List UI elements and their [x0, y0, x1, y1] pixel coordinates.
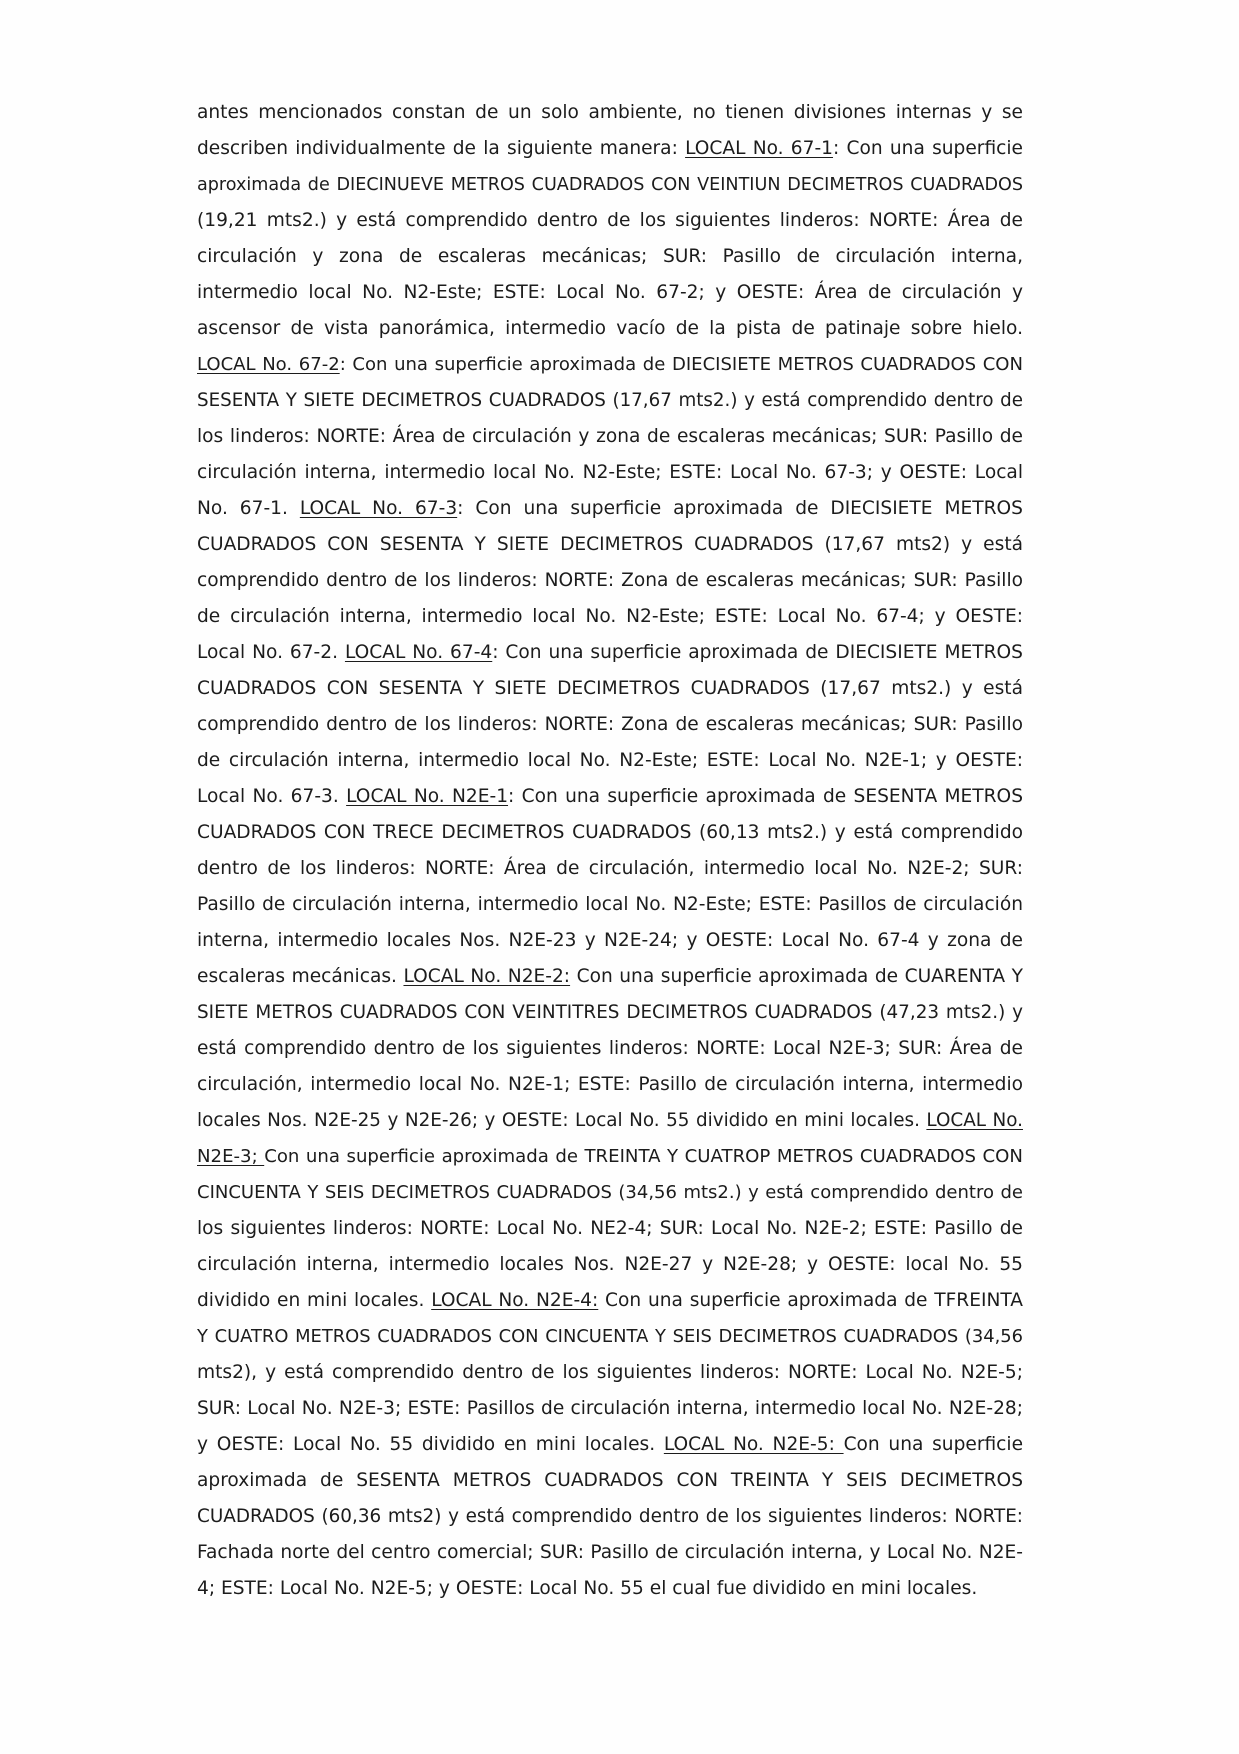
- body-text: [197, 95, 1023, 1607]
- text-line: [197, 131, 1023, 167]
- text-segment: de circulación interna, intermedio local No. N2-Este; ESTE: Local No. 67-4; y OESTE:: [197, 606, 1023, 627]
- text-segment: dividido en mini locales.: [197, 1290, 432, 1311]
- text-segment: SIETE METROS CUADRADOS CON VEINTITRES DECIMETROS CUADRADOS (47,23 mts2.) y: [197, 1002, 1023, 1023]
- text-line: [197, 95, 1023, 131]
- text-segment: los linderos: NORTE: Área de circulación y zona de escaleras mecánicas; SUR: Pasillo de: [197, 426, 1023, 447]
- text-line: [197, 923, 1023, 959]
- text-line: [197, 491, 1023, 527]
- text-line: [197, 599, 1023, 635]
- text-segment: y OESTE: Local No. 55 dividido en mini locales.: [197, 1434, 664, 1455]
- text-segment: CINCUENTA Y SEIS DECIMETROS CUADRADOS (34,56 mts2.) y está comprendido dentro de: [197, 1182, 1023, 1203]
- text-line: [197, 1463, 1023, 1499]
- text-line: [197, 203, 1023, 239]
- text-segment: No. 67-1.: [197, 498, 300, 519]
- text-segment: Con una superficie aproximada de TFREINTA: [598, 1290, 1023, 1311]
- underlined-local-label: LOCAL No. 67-1: [685, 138, 834, 159]
- text-segment: CUADRADOS CON SESENTA Y SIETE DECIMETROS CUADRADOS (17,67 mts2) y está: [197, 534, 1023, 555]
- text-segment: intermedio local No. N2-Este; ESTE: Local No. 67-2; y OESTE: Área de circulación y: [197, 282, 1023, 303]
- text-segment: antes mencionados constan de un solo ambiente, no tienen divisiones internas y se: [197, 102, 1023, 123]
- text-segment: locales Nos. N2E-25 y N2E-26; y OESTE: Local No. 55 dividido en mini locales.: [197, 1110, 927, 1131]
- text-line: [197, 239, 1023, 275]
- text-segment: CUADRADOS (60,36 mts2) y está comprendido dentro de los siguientes linderos: NORTE:: [197, 1506, 1023, 1527]
- text-segment: Fachada norte del centro comercial; SUR: Pasillo de circulación interna, y Local No. N2E-: [197, 1542, 1023, 1563]
- text-segment: SUR: Local No. N2E-3; ESTE: Pasillos de circulación interna, intermedio local No. N2E-28;: [197, 1398, 1023, 1419]
- underlined-local-label: LOCAL No. N2E-1: [346, 786, 509, 807]
- text-line: [197, 1247, 1023, 1283]
- text-line: [197, 1103, 1023, 1139]
- text-segment: mts2), y está comprendido dentro de los siguientes linderos: NORTE: Local No. N2E-5;: [197, 1362, 1023, 1383]
- text-line: [197, 887, 1023, 923]
- text-segment: circulación, intermedio local No. N2E-1; ESTE: Pasillo de circulación interna, intermedio: [197, 1074, 1023, 1095]
- underlined-local-label: LOCAL No. N2E-4:: [431, 1290, 599, 1311]
- text-segment: : Con una superficie aproximada de SESENTA METROS: [508, 786, 1023, 807]
- text-segment: Con una superficie aproximada de TREINTA Y CUATROP METROS CUADRADOS CON: [264, 1146, 1023, 1167]
- text-segment: SESENTA Y SIETE DECIMETROS CUADRADOS (17,67 mts2.) y está comprendido dentro de: [197, 390, 1023, 411]
- text-segment: escaleras mecánicas.: [197, 966, 404, 987]
- text-line: [197, 347, 1023, 383]
- underlined-local-label: N2E-3;: [197, 1146, 265, 1167]
- text-segment: está comprendido dentro de los siguientes linderos: NORTE: Local N2E-3; SUR: Área de: [197, 1038, 1023, 1059]
- text-segment: Pasillo de circulación interna, intermedio local No. N2-Este; ESTE: Pasillos de circulación: [197, 894, 1023, 915]
- text-line: [197, 455, 1023, 491]
- text-segment: aproximada de SESENTA METROS CUADRADOS CON TREINTA Y SEIS DECIMETROS: [197, 1470, 1023, 1491]
- text-line: [197, 995, 1023, 1031]
- text-line: [197, 779, 1023, 815]
- text-segment: : Con una superficie aproximada de DIECISIETE METROS CUADRADOS CON: [339, 354, 1023, 375]
- text-segment: interna, intermedio locales Nos. N2E-23 y N2E-24; y OESTE: Local No. 67-4 y zona de: [197, 930, 1023, 951]
- text-line: [197, 1571, 1023, 1607]
- text-line: [197, 1031, 1023, 1067]
- underlined-local-label: LOCAL No. 67-3: [299, 498, 458, 519]
- text-line: [197, 527, 1023, 563]
- text-line: [197, 167, 1023, 203]
- text-segment: aproximada de DIECINUEVE METROS CUADRADOS CON VEINTIUN DECIMETROS CUADRADOS: [197, 175, 1023, 195]
- text-segment: : Con una superficie aproximada de DIECISIETE METROS: [492, 642, 1023, 663]
- text-segment: 4; ESTE: Local No. N2E-5; y OESTE: Local No. 55 el cual fue dividido en mini locales.: [197, 1578, 978, 1599]
- text-line: [197, 275, 1023, 311]
- text-line: [197, 851, 1023, 887]
- text-segment: Con una superficie: [843, 1434, 1023, 1455]
- text-segment: Local No. 67-3.: [197, 786, 347, 807]
- text-line: [197, 707, 1023, 743]
- text-segment: de circulación interna, intermedio local No. N2-Este; ESTE: Local No. N2E-1; y OESTE:: [197, 750, 1023, 771]
- text-line: [197, 311, 1023, 347]
- underlined-local-label: LOCAL No. N2E-5:: [663, 1434, 844, 1455]
- text-segment: describen individualmente de la siguiente manera:: [197, 138, 686, 159]
- text-line: [197, 1067, 1023, 1103]
- text-segment: : Con una superficie aproximada de DIECISIETE METROS: [457, 498, 1023, 519]
- text-segment: Y CUATRO METROS CUADRADOS CON CINCUENTA Y SEIS DECIMETROS CUADRADOS (34,56: [197, 1326, 1023, 1347]
- text-line: [197, 1391, 1023, 1427]
- text-segment: dentro de los linderos: NORTE: Área de circulación, intermedio local No. N2E-2; SUR:: [197, 858, 1023, 879]
- text-segment: Local No. 67-2.: [197, 642, 345, 663]
- text-segment: CUADRADOS CON TRECE DECIMETROS CUADRADOS (60,13 mts2.) y está comprendido: [197, 822, 1023, 843]
- underlined-local-label: LOCAL No. N2E-2:: [403, 966, 571, 987]
- text-line: [197, 1283, 1023, 1319]
- text-segment: circulación y zona de escaleras mecánicas; SUR: Pasillo de circulación interna,: [197, 246, 1023, 267]
- text-line: [197, 815, 1023, 851]
- text-line: [197, 743, 1023, 779]
- underlined-local-label: LOCAL No. 67-2: [197, 354, 340, 375]
- text-line: [197, 1139, 1023, 1175]
- text-line: [197, 1535, 1023, 1571]
- text-line: [197, 1499, 1023, 1535]
- text-line: [197, 419, 1023, 455]
- text-segment: Con una superficie aproximada de CUARENTA Y: [570, 966, 1023, 987]
- text-line: [197, 1319, 1023, 1355]
- text-line: [197, 563, 1023, 599]
- text-segment: : Con una superficie: [833, 138, 1023, 159]
- text-segment: (19,21 mts2.) y está comprendido dentro de los siguientes linderos: NORTE: Área de: [197, 210, 1023, 231]
- text-line: [197, 1427, 1023, 1463]
- underlined-local-label: LOCAL No.: [926, 1110, 1023, 1131]
- text-line: [197, 1355, 1023, 1391]
- text-line: [197, 635, 1023, 671]
- underlined-local-label: LOCAL No. 67-4: [344, 642, 493, 663]
- text-line: [197, 1175, 1023, 1211]
- text-segment: ascensor de vista panorámica, intermedio vacío de la pista de patinaje sobre hielo.: [197, 318, 1023, 339]
- text-line: [197, 1211, 1023, 1247]
- text-line: [197, 383, 1023, 419]
- text-segment: comprendido dentro de los linderos: NORTE: Zona de escaleras mecánicas; SUR: Pasillo: [197, 570, 1023, 591]
- text-segment: circulación interna, intermedio locales Nos. N2E-27 y N2E-28; y OESTE: local No. 55: [197, 1254, 1023, 1275]
- text-line: [197, 959, 1023, 995]
- text-segment: CUADRADOS CON SESENTA Y SIETE DECIMETROS CUADRADOS (17,67 mts2.) y está: [197, 678, 1023, 699]
- text-segment: circulación interna, intermedio local No. N2-Este; ESTE: Local No. 67-3; y OESTE: Local: [197, 462, 1023, 483]
- text-segment: los siguientes linderos: NORTE: Local No. NE2-4; SUR: Local No. N2E-2; ESTE: Pasillo de: [197, 1218, 1023, 1239]
- text-line: [197, 671, 1023, 707]
- text-segment: comprendido dentro de los linderos: NORTE: Zona de escaleras mecánicas; SUR: Pasillo: [197, 714, 1023, 735]
